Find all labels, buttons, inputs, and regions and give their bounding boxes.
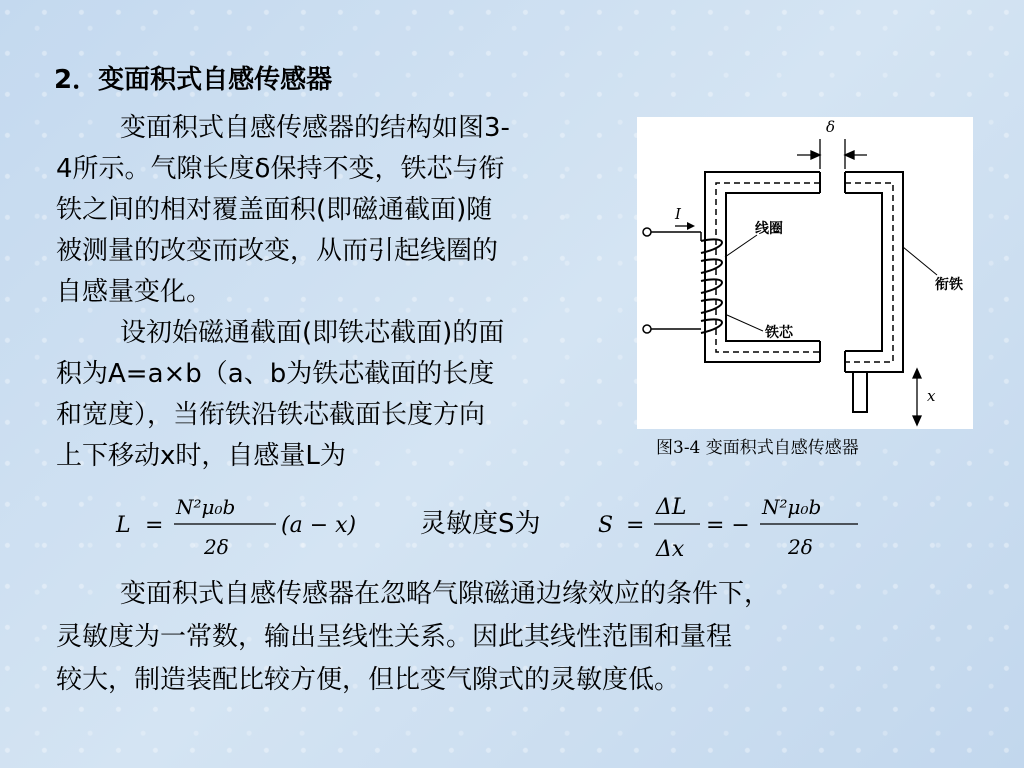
text-line: 变面积式自感传感器在忽略气隙磁通边缘效应的条件下， (120, 579, 771, 609)
gap-dimension (797, 139, 867, 169)
iron-core (705, 172, 820, 362)
terminal-top (643, 228, 651, 236)
armature-pointer (903, 247, 937, 275)
current-arrow-head (687, 222, 695, 230)
text-line: 设初始磁通截面(即铁芯截面)的面 (120, 318, 505, 348)
armature (845, 172, 903, 372)
armature-inner-edge (845, 193, 882, 351)
formula-L-denominator: 2δ (204, 535, 229, 559)
text-line: 和宽度），当衔铁沿铁芯截面长度方向 (56, 400, 486, 430)
formula-L-lhs: L (116, 513, 131, 538)
formula-S-den2: 2δ (788, 535, 813, 559)
terminal-bottom (643, 325, 651, 333)
core-inner-edge (726, 193, 820, 341)
formula-S-lhs: S (598, 513, 614, 538)
displacement-label: x (927, 387, 936, 405)
formula-inductance (115, 495, 356, 559)
armature-outer-edge (845, 172, 903, 372)
formula-S-equals: = (626, 513, 645, 538)
core-outer-edge (705, 172, 820, 362)
text-line: 自感量变化。 (56, 277, 213, 307)
formula-sensitivity (598, 495, 858, 562)
current-label: I (675, 205, 681, 223)
text-line: 铁之间的相对覆盖面积(即磁通截面)随 (56, 195, 493, 225)
text-line: 较大，制造装配比较方便，但比变气隙式的灵敏度低。 (56, 665, 681, 695)
coil-leads (651, 232, 701, 329)
intro-paragraph (56, 108, 638, 477)
armature-label: 衔铁 (935, 277, 963, 293)
text-line: 被测量的改变而改变，从而引起线圈的 (56, 236, 499, 266)
formula-row (0, 486, 1024, 566)
text-line: 4所示。气隙长度δ保持不变，铁芯与衔 (56, 154, 505, 184)
formula-S-equals2: = − (706, 513, 750, 538)
core-pointer (727, 315, 763, 331)
displacement-arrow (913, 369, 921, 425)
armature-flux-line (845, 183, 893, 362)
text-line: 变面积式自感传感器的结构如图3- (120, 113, 510, 143)
formula-L-tail: (a − x) (281, 513, 357, 538)
figure-caption: 图3-4 变面积式自感传感器 (656, 438, 859, 458)
text-line: 上下移动x时，自感量L为 (56, 441, 346, 471)
conclusion-paragraph (56, 573, 956, 702)
formula-L-numerator: N²μ₀b (176, 495, 236, 519)
formula-S-num2: N²μ₀b (762, 495, 822, 519)
text-line: 灵敏度为一常数，输出呈线性关系。因此其线性范围和量程 (56, 622, 733, 652)
formula-S-den1: Δx (656, 537, 685, 562)
sensitivity-label: 灵敏度S为 (420, 509, 541, 539)
section-heading: 2．变面积式自感传感器 (54, 65, 333, 95)
coil-label: 线圈 (755, 221, 783, 237)
coil-pointer (725, 235, 757, 257)
formula-S-num1: ΔL (656, 495, 687, 520)
armature-stem (853, 372, 867, 412)
sensor-figure (637, 117, 973, 429)
core-label: 铁芯 (765, 325, 793, 341)
gap-label: δ (826, 118, 836, 136)
sensor-diagram (637, 117, 973, 429)
text-line: 积为A=a×b（a、b为铁芯截面的长度 (56, 359, 495, 389)
formula-L-equals: = (145, 513, 164, 538)
